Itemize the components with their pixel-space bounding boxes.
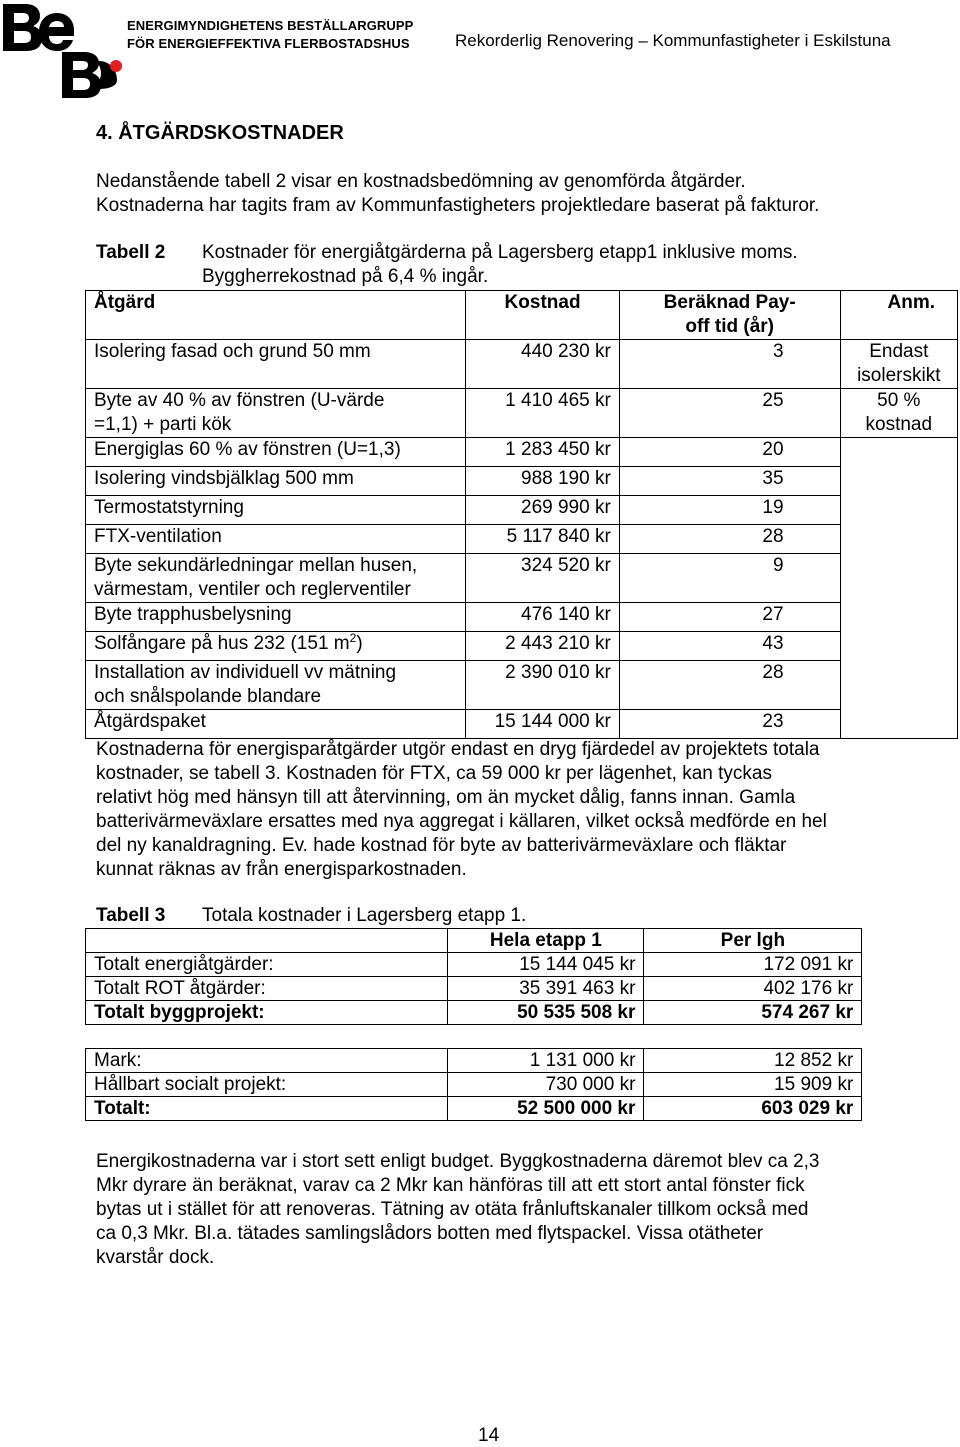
- bebo-logo: [0, 0, 128, 100]
- atgard-line1: Isolering vindsbjälklag 500 mm: [94, 468, 354, 489]
- table3-cell-etapp: 1 131 000 kr: [448, 1049, 644, 1073]
- table2-cell-anm: [840, 525, 957, 554]
- table3-label: Tabell 3: [96, 905, 166, 926]
- atgard-line1: Byte av 40 % av fönstren (U-värde: [94, 390, 385, 411]
- paragraph2-line: del ny kanaldragning. Ev. hade kostnad för byte av batterivärmeväxlare och fläktar: [96, 835, 787, 856]
- atgard-line1: Solfångare på hus 232 (151 m: [94, 633, 350, 654]
- table3-cell-lgh: 15 909 kr: [644, 1073, 862, 1097]
- header-hela-etapp: Hela etapp 1: [448, 929, 644, 953]
- atgard-line1: Isolering fasad och grund 50 mm: [94, 341, 371, 362]
- atgard-superscript: 2: [349, 631, 357, 645]
- paragraph3-line: Mkr dyrare än beräknat, varav ca 2 Mkr kan hänföras till att ett stort antal fönster fick: [96, 1175, 805, 1196]
- header-kostnad: Kostnad: [466, 291, 620, 340]
- paragraph3-line: Energikostnaderna var i stort sett enligt budget. Byggkostnaderna däremot blev ca 2,3: [96, 1151, 820, 1172]
- paragraph2-line: kostnader, se tabell 3. Kostnaden för FTX, ca 59 000 kr per lägenhet, kan tyckas: [96, 763, 772, 784]
- table3-cell-label: Hållbart socialt projekt:: [86, 1073, 448, 1097]
- header-atgard: Åtgärd: [86, 291, 466, 340]
- table2-row: [86, 710, 958, 739]
- table2-row: [86, 554, 958, 603]
- table3-cell-etapp: 35 391 463 kr: [448, 977, 644, 1001]
- table3-header-row: [86, 929, 959, 953]
- table3-cell-etapp: 730 000 kr: [448, 1073, 644, 1097]
- org-name-line2: FÖR ENERGIEFFEKTIVA FLERBOSTADSHUS: [127, 36, 410, 51]
- intro-line-2: Kostnaderna har tagits fram av Kommunfastigheters projektledare baserat på fakturor.: [96, 195, 820, 216]
- table2-cell-payoff: 28: [619, 661, 840, 710]
- atgard-line1: Installation av individuell vv mätning: [94, 662, 397, 683]
- table2-cell-kostnad: 1 410 465 kr: [466, 389, 620, 438]
- table2-row: [86, 467, 958, 496]
- table3-cell-lgh: 402 176 kr: [644, 977, 862, 1001]
- table3-spacer-row: [86, 1025, 959, 1049]
- table2-cell-atgard: [86, 603, 466, 632]
- anm-line2: kostnad: [865, 414, 933, 435]
- table3-spacer: [862, 953, 958, 977]
- table2-cell-payoff: 25: [619, 389, 840, 438]
- table2-cell-payoff: 43: [619, 632, 840, 661]
- table2-row: [86, 340, 958, 389]
- table2-caption-line1: Kostnader för energiåtgärderna på Lagersberg etapp1 inklusive moms.: [202, 242, 798, 263]
- table3: [85, 928, 958, 1121]
- table3-spacer: [862, 1097, 958, 1121]
- table3-spacer: [862, 977, 958, 1001]
- table2-cell-kostnad: 2 443 210 kr: [466, 632, 620, 661]
- header-payoff-line2: off tid (år): [685, 316, 775, 337]
- table3-cell-etapp: 50 535 508 kr: [448, 1001, 644, 1025]
- table2-cell-atgard: [86, 525, 466, 554]
- table3-cell-lgh: 603 029 kr: [644, 1097, 862, 1121]
- table3-spacer: [862, 1001, 958, 1025]
- table2-row: [86, 661, 958, 710]
- table3-spacer: [862, 929, 958, 953]
- table2-cell-anm: [840, 661, 957, 710]
- table2-cell-payoff: 20: [619, 438, 840, 467]
- table2-cell-atgard: [86, 389, 466, 438]
- table2-cell-atgard: [86, 554, 466, 603]
- table2-row: [86, 438, 958, 467]
- table2-cell-kostnad: 324 520 kr: [466, 554, 620, 603]
- table3-cell-lgh: 574 267 kr: [644, 1001, 862, 1025]
- table3-cell-label: Mark:: [86, 1049, 448, 1073]
- atgard-line1: Byte trapphusbelysning: [94, 604, 292, 625]
- table3-spacer-cell: [86, 1025, 448, 1049]
- table2-cell-anm: [840, 554, 957, 603]
- atgard-line2: och snålspolande blandare: [94, 686, 322, 707]
- table2-row: [86, 496, 958, 525]
- table3-header-empty: [86, 929, 448, 953]
- atgard-line1-end: ): [356, 633, 363, 654]
- table2-cell-payoff: 9: [619, 554, 840, 603]
- table3-cell-label: Totalt ROT åtgärder:: [86, 977, 448, 1001]
- table2-cell-payoff: 3: [619, 340, 840, 389]
- table2-cell-payoff: 35: [619, 467, 840, 496]
- table2-row: [86, 525, 958, 554]
- table2-cell-anm: [840, 632, 957, 661]
- table3-cell-label: Totalt:: [86, 1097, 448, 1121]
- org-name-line1: ENERGIMYNDIGHETENS BESTÄLLARGRUPP: [127, 18, 414, 33]
- table3-caption: Totala kostnader i Lagersberg etapp 1.: [202, 905, 527, 926]
- table2-cell-anm: [840, 496, 957, 525]
- table3-spacer-cell: [644, 1025, 862, 1049]
- anm-line1: Endast: [869, 341, 929, 362]
- table3-spacer: [862, 1049, 958, 1073]
- anm-line1: 50 %: [877, 390, 921, 411]
- atgard-line1: Termostatstyrning: [94, 497, 244, 518]
- table2-row: [86, 389, 958, 438]
- table2-cell-atgard: [86, 632, 466, 661]
- document-header-title: Rekorderlig Renovering – Kommunfastigheter i Eskilstuna: [455, 31, 891, 50]
- table3-cell-label: Totalt byggprojekt:: [86, 1001, 448, 1025]
- table2-cell-anm: [840, 710, 957, 739]
- intro-line-1: Nedanstående tabell 2 visar en kostnadsbedömning av genomförda åtgärder.: [96, 171, 746, 192]
- header-payoff-line1: Beräknad Pay-: [663, 292, 796, 313]
- paragraph2-line: relativt hög med hänsyn till att återvinning, om än mycket dålig, fanns innan. Gamla: [96, 787, 796, 808]
- table2-cell-kostnad: 269 990 kr: [466, 496, 620, 525]
- table2-row: [86, 632, 958, 661]
- table2-cell-anm: [840, 467, 957, 496]
- atgard-line2: =1,1) + parti kök: [94, 414, 232, 435]
- table2-cell-kostnad: 988 190 kr: [466, 467, 620, 496]
- header-per-lgh: Per lgh: [644, 929, 862, 953]
- table2-cell-kostnad: 15 144 000 kr: [466, 710, 620, 739]
- table3-row: [86, 1049, 959, 1073]
- table3-spacer: [862, 1073, 958, 1097]
- atgard-line1: Åtgärdspaket: [94, 711, 206, 732]
- anm-line2: isolerskikt: [857, 365, 941, 386]
- atgard-line1: Energiglas 60 % av fönstren (U=1,3): [94, 439, 401, 460]
- table2-cell-atgard: [86, 467, 466, 496]
- table2-cell-anm: [840, 340, 957, 389]
- paragraph3-line: bytas ut i stället för att renoveras. Tätning av otäta frånluftskanaler tillkom också med: [96, 1199, 809, 1220]
- table3-row: [86, 1073, 959, 1097]
- table3-row: [86, 977, 959, 1001]
- table3-row: [86, 1001, 959, 1025]
- table2-cell-payoff: 19: [619, 496, 840, 525]
- table2: [85, 290, 958, 739]
- page-number: 14: [478, 1425, 500, 1446]
- table3-spacer-cell: [448, 1025, 644, 1049]
- table3-cell-label: Totalt energiåtgärder:: [86, 953, 448, 977]
- table3-cell-etapp: 52 500 000 kr: [448, 1097, 644, 1121]
- header-anm: Anm.: [840, 291, 957, 340]
- paragraph2-line: batterivärmeväxlare ersattes med nya aggregat i källaren, vilket också medförde en hel: [96, 811, 827, 832]
- table3-cell-etapp: 15 144 045 kr: [448, 953, 644, 977]
- table2-cell-kostnad: 5 117 840 kr: [466, 525, 620, 554]
- table3-cell-lgh: 172 091 kr: [644, 953, 862, 977]
- table2-cell-atgard: [86, 496, 466, 525]
- table2-cell-kostnad: 1 283 450 kr: [466, 438, 620, 467]
- table3-cell-lgh: 12 852 kr: [644, 1049, 862, 1073]
- section-heading: 4. ÅTGÄRDSKOSTNADER: [96, 122, 344, 144]
- table2-cell-atgard: [86, 661, 466, 710]
- table2-header-row: [86, 291, 958, 340]
- table2-cell-atgard: [86, 710, 466, 739]
- table3-row: [86, 1097, 959, 1121]
- table2-label: Tabell 2: [96, 242, 166, 263]
- table2-cell-kostnad: 2 390 010 kr: [466, 661, 620, 710]
- table2-cell-kostnad: 440 230 kr: [466, 340, 620, 389]
- table2-cell-anm: [840, 438, 957, 467]
- table2-cell-anm: [840, 603, 957, 632]
- table2-cell-kostnad: 476 140 kr: [466, 603, 620, 632]
- table2-cell-payoff: 23: [619, 710, 840, 739]
- paragraph3-line: kvarstår dock.: [96, 1247, 215, 1268]
- table2-cell-atgard: [86, 340, 466, 389]
- table2-caption-line2: Byggherrekostnad på 6,4 % ingår.: [202, 266, 489, 287]
- atgard-line1: Byte sekundärledningar mellan husen,: [94, 555, 418, 576]
- paragraph3-line: ca 0,3 Mkr. Bl.a. tätades samlingslådors botten med flytspackel. Vissa otätheter: [96, 1223, 764, 1244]
- table3-spacer-cell: [862, 1025, 958, 1049]
- header-payoff: [619, 291, 840, 340]
- table2-row: [86, 603, 958, 632]
- paragraph2-line: Kostnaderna för energisparåtgärder utgör endast en dryg fjärdedel av projektets totala: [96, 739, 820, 760]
- table3-row: [86, 953, 959, 977]
- table2-cell-payoff: 28: [619, 525, 840, 554]
- atgard-line2: värmestam, ventiler och reglerventiler: [94, 579, 411, 600]
- atgard-line1: FTX-ventilation: [94, 526, 222, 547]
- paragraph2-line: kunnat räknas av från energisparkostnaden.: [96, 859, 467, 880]
- table2-cell-atgard: [86, 438, 466, 467]
- table2-cell-anm: [840, 389, 957, 438]
- table2-cell-payoff: 27: [619, 603, 840, 632]
